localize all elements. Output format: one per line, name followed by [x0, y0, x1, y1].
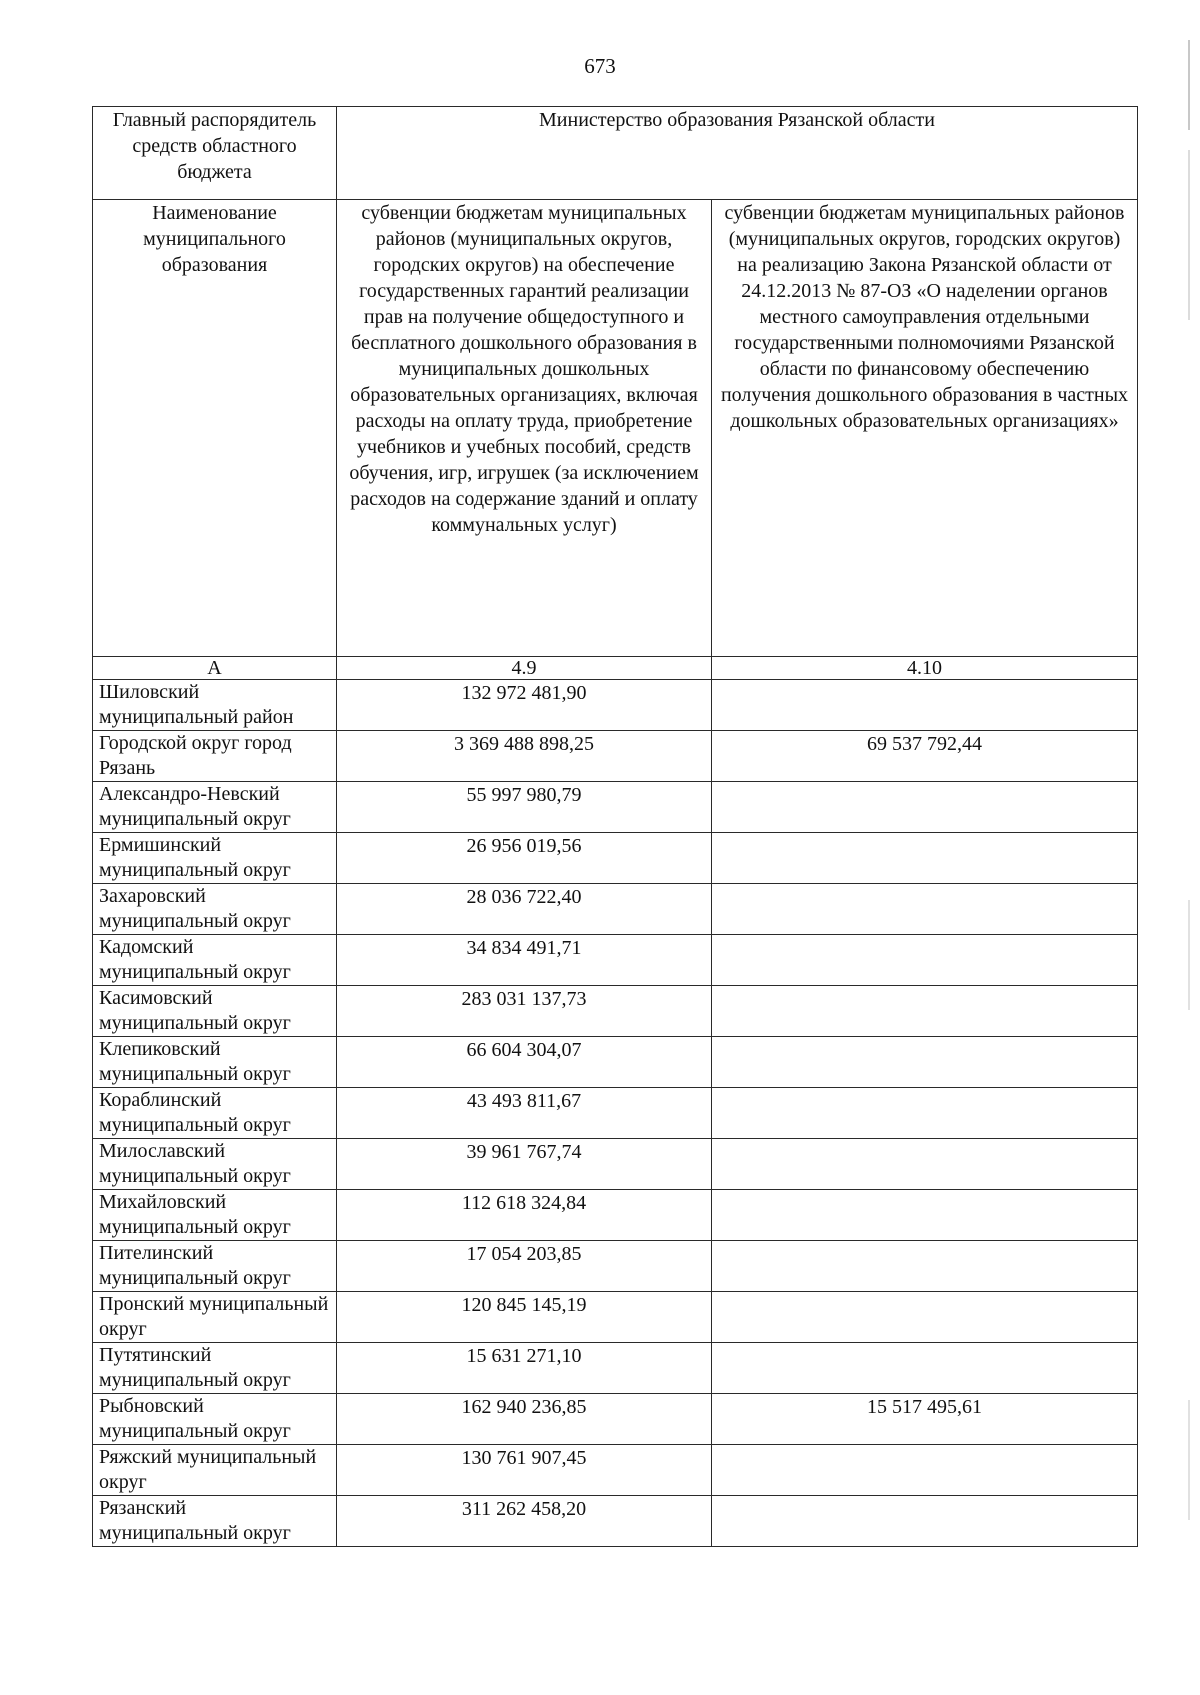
- value-4-9: 55 997 980,79: [337, 782, 712, 833]
- municipality-label: Наименование муниципального образования: [93, 200, 337, 657]
- value-4-10: [712, 1139, 1138, 1190]
- value-4-9: 120 845 145,19: [337, 1292, 712, 1343]
- value-4-9: 66 604 304,07: [337, 1037, 712, 1088]
- value-4-10: [712, 1292, 1138, 1343]
- table-row: [93, 935, 1138, 986]
- header-row-descriptions: [93, 200, 1138, 657]
- data-rows: [93, 680, 1138, 1547]
- value-4-9: 3 369 488 898,25: [337, 731, 712, 782]
- table-row: [93, 1088, 1138, 1139]
- value-4-9: 130 761 907,45: [337, 1445, 712, 1496]
- municipality-name: Александро-Невский муниципальный округ: [93, 782, 337, 833]
- value-4-9: 112 618 324,84: [337, 1190, 712, 1241]
- table-row: [93, 1292, 1138, 1343]
- table-row: [93, 1394, 1138, 1445]
- value-4-9: 26 956 019,56: [337, 833, 712, 884]
- municipality-name: Кораблинский муниципальный округ: [93, 1088, 337, 1139]
- municipality-name: Кадомский муниципальный округ: [93, 935, 337, 986]
- municipality-name: Ряжский муниципальный округ: [93, 1445, 337, 1496]
- header-row-distributor: [93, 107, 1138, 200]
- value-4-9: 39 961 767,74: [337, 1139, 712, 1190]
- table-row: [93, 1445, 1138, 1496]
- table-row: [93, 986, 1138, 1037]
- municipality-name: Шиловский муниципальный район: [93, 680, 337, 731]
- municipality-name: Городской округ город Рязань: [93, 731, 337, 782]
- column-4-9-description: субвенции бюджетам муниципальных районов (муниципальных округов, городских округов) на обеспечение государственных гарантий реализации прав на получение общедоступного и бесплатного дошкольного образования в муниципальных дошкольных образовательных организациях, включая расходы на оплату труда, приобретение учебников и учебных пособий, средств обучения, игр, игрушек (за исключением расходов на содержание зданий и оплату коммунальных услуг): [337, 200, 712, 657]
- municipality-name: Пронский муниципальный округ: [93, 1292, 337, 1343]
- table-row: [93, 1139, 1138, 1190]
- page-number: 673: [584, 54, 616, 78]
- value-4-10: [712, 680, 1138, 731]
- scan-edge-mark: [1188, 40, 1190, 130]
- value-4-10: [712, 1037, 1138, 1088]
- table-row: [93, 1190, 1138, 1241]
- value-4-10: [712, 986, 1138, 1037]
- value-4-10: 69 537 792,44: [712, 731, 1138, 782]
- value-4-9: 17 054 203,85: [337, 1241, 712, 1292]
- municipality-name: Пителинский муниципальный округ: [93, 1241, 337, 1292]
- municipality-name: Касимовский муниципальный округ: [93, 986, 337, 1037]
- value-4-9: 283 031 137,73: [337, 986, 712, 1037]
- value-4-9: 28 036 722,40: [337, 884, 712, 935]
- municipality-name: Рыбновский муниципальный округ: [93, 1394, 337, 1445]
- value-4-10: [712, 1088, 1138, 1139]
- table-row: [93, 833, 1138, 884]
- table-row: [93, 1037, 1138, 1088]
- header-row-index: [93, 657, 1138, 680]
- index-4-10: 4.10: [712, 657, 1138, 680]
- ministry-name: Министерство образования Рязанской области: [337, 107, 1138, 200]
- budget-table: [92, 106, 1138, 1547]
- value-4-10: [712, 1343, 1138, 1394]
- value-4-9: 34 834 491,71: [337, 935, 712, 986]
- value-4-10: [712, 935, 1138, 986]
- table-row: [93, 731, 1138, 782]
- value-4-9: 162 940 236,85: [337, 1394, 712, 1445]
- table-row: [93, 1496, 1138, 1547]
- municipality-name: Ермишинский муниципальный округ: [93, 833, 337, 884]
- column-4-10-description: субвенции бюджетам муниципальных районов (муниципальных округов, городских округов) на реализацию Закона Рязанской области от 24.12.2013 № 87-ОЗ «О наделении органов местного самоуправления отдельными государственными полномочиями Рязанской области по финансовому обеспечению получения дошкольного образования в частных дошкольных образовательных организациях»: [712, 200, 1138, 657]
- value-4-10: 15 517 495,61: [712, 1394, 1138, 1445]
- value-4-10: [712, 884, 1138, 935]
- value-4-9: 132 972 481,90: [337, 680, 712, 731]
- municipality-name: Путятинский муниципальный округ: [93, 1343, 337, 1394]
- table-row: [93, 680, 1138, 731]
- table-row: [93, 1343, 1138, 1394]
- municipality-name: Михайловский муниципальный округ: [93, 1190, 337, 1241]
- index-4-9: 4.9: [337, 657, 712, 680]
- value-4-10: [712, 1190, 1138, 1241]
- value-4-10: [712, 1496, 1138, 1547]
- municipality-name: Захаровский муниципальный округ: [93, 884, 337, 935]
- municipality-name: Милославский муниципальный округ: [93, 1139, 337, 1190]
- value-4-9: 311 262 458,20: [337, 1496, 712, 1547]
- value-4-9: 15 631 271,10: [337, 1343, 712, 1394]
- value-4-10: [712, 1241, 1138, 1292]
- table-row: [93, 1241, 1138, 1292]
- scan-edge-mark: [1188, 900, 1190, 1010]
- value-4-10: [712, 782, 1138, 833]
- value-4-10: [712, 1445, 1138, 1496]
- scan-edge-mark: [1188, 150, 1190, 320]
- value-4-10: [712, 833, 1138, 884]
- table-row: [93, 884, 1138, 935]
- table-row: [93, 782, 1138, 833]
- municipality-name: Клепиковский муниципальный округ: [93, 1037, 337, 1088]
- distributor-label: Главный распорядитель средств областного бюджета: [93, 107, 337, 200]
- index-a: А: [93, 657, 337, 680]
- value-4-9: 43 493 811,67: [337, 1088, 712, 1139]
- scan-edge-mark: [1188, 1400, 1190, 1520]
- municipality-name: Рязанский муниципальный округ: [93, 1496, 337, 1547]
